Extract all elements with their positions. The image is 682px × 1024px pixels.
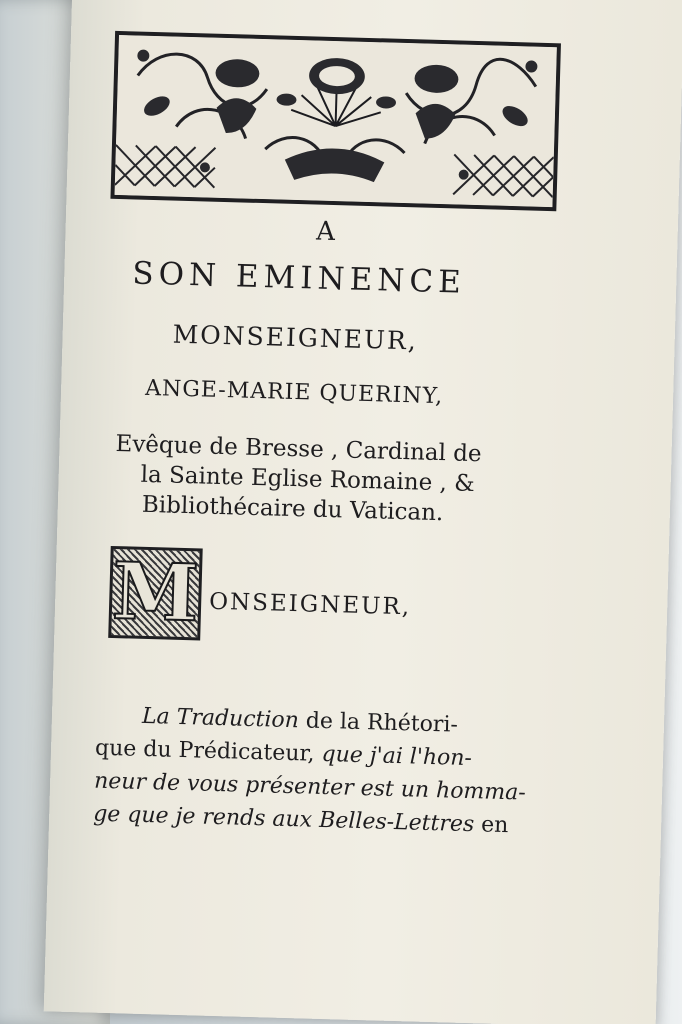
dedication-a: A [315,216,338,248]
body-italic: neur de vous présenter est un homma- [93,768,527,806]
title-line: Evêque de Bresse , Cardinal de [115,431,482,468]
decorated-initial [108,546,203,641]
monseigneur-heading: MONSEIGNEUR, [172,319,419,356]
book-page [44,0,682,1024]
body-roman: de la Rhétori- [298,708,459,738]
body-italic: La Traduction [141,703,300,734]
title-line: Bibliothécaire du Vatican. [141,491,444,527]
headpiece-ornament-icon [115,35,557,207]
salutation-rest: ONSEIGNEUR, [208,588,412,621]
salutation [108,546,412,650]
dropcap-letter: M [111,546,200,640]
body-italic: ge que je rends aux Belles-Lettres [92,801,475,838]
body-roman: en [473,812,509,839]
body-italic: que j'ai l'hon- [321,741,473,772]
body-roman: que du Prédicateur, [94,735,322,767]
ornamental-headpiece [110,31,561,211]
cardinal-titles [114,429,536,531]
son-eminence-heading: SON EMINENCE [131,255,467,301]
cardinal-name: ANGE-MARIE QUERINY, [144,375,444,410]
title-line: la Sainte Eglise Romaine , & [140,461,476,498]
body-paragraph [93,699,537,843]
